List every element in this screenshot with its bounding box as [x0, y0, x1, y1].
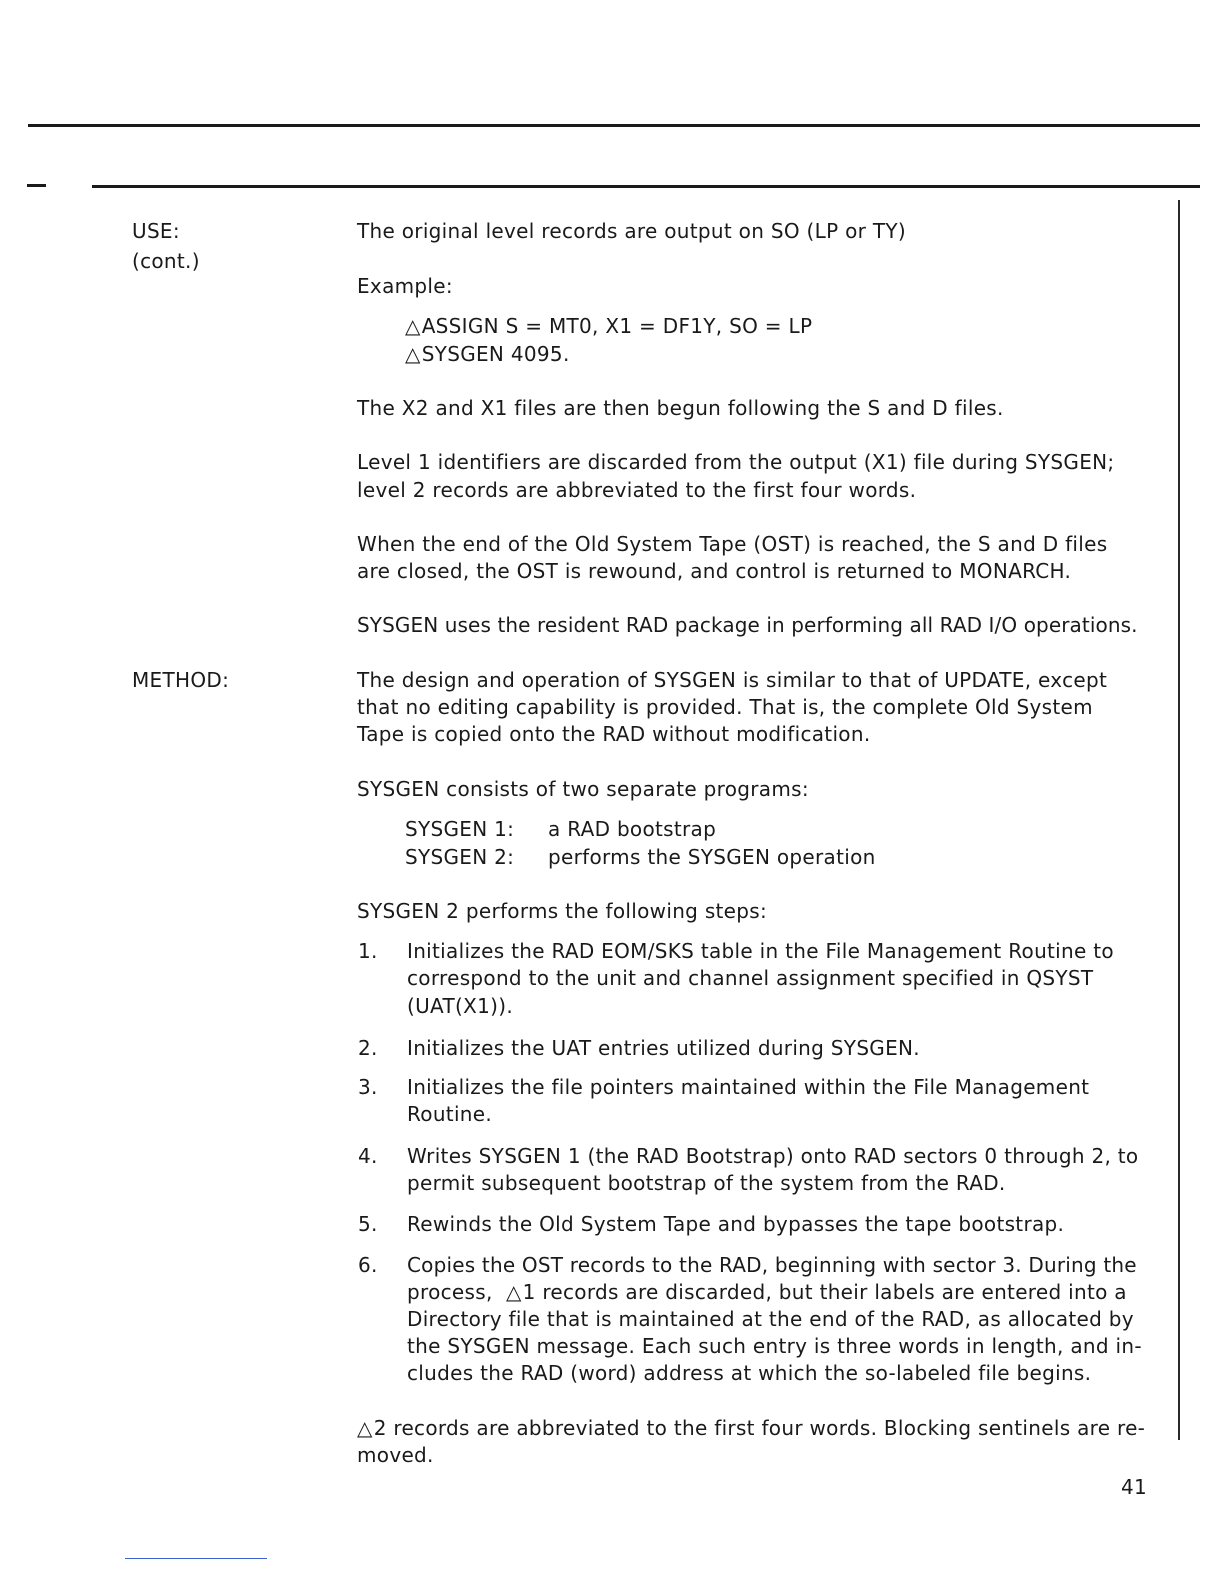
- step-6-number: 6.: [358, 1253, 378, 1277]
- step-5-line-1: Rewinds the Old System Tape and bypasses the tape bootstrap.: [407, 1212, 1065, 1236]
- program-1-description: a RAD bootstrap: [548, 817, 717, 841]
- step-6-line-1: Copies the OST records to the RAD, beginning with sector 3. During the: [407, 1253, 1137, 1277]
- use-label: USE:: [132, 219, 180, 243]
- step-1-number: 1.: [358, 939, 378, 963]
- top-rule: [28, 124, 1200, 127]
- use-paragraph-2: The X2 and X1 files are then begun following the S and D files.: [357, 396, 1004, 420]
- step-6-line-3: Directory file that is maintained at the end of the RAD, as allocated by: [407, 1307, 1134, 1331]
- step-4-line-1: Writes SYSGEN 1 (the RAD Bootstrap) onto RAD sectors 0 through 2, to: [407, 1144, 1139, 1168]
- header-rule: [92, 185, 1200, 188]
- example-line-2-text: SYSGEN 4095.: [421, 342, 570, 366]
- example-heading: Example:: [357, 274, 453, 298]
- step-6-line-4: the SYSGEN message. Each such entry is three words in length, and in-: [407, 1334, 1142, 1358]
- delta-icon: △: [405, 314, 421, 338]
- use-paragraph-1: The original level records are output on SO (LP or TY): [357, 219, 906, 243]
- use-cont-label: (cont.): [132, 249, 200, 273]
- use-paragraph-4-line-2: are closed, the OST is rewound, and control is returned to MONARCH.: [357, 559, 1072, 583]
- method-paragraph-1-line-2: that no editing capability is provided. That is, the complete Old System: [357, 695, 1093, 719]
- use-paragraph-3-line-2: level 2 records are abbreviated to the first four words.: [357, 478, 917, 502]
- program-2-name: SYSGEN 2:: [405, 845, 515, 869]
- method-paragraph-1-line-1: The design and operation of SYSGEN is similar to that of UPDATE, except: [357, 668, 1108, 692]
- step-2-number: 2.: [358, 1036, 378, 1060]
- method-label: METHOD:: [132, 668, 230, 692]
- step-1-line-3: (UAT(X1)).: [407, 994, 513, 1018]
- step-2-line-1: Initializes the UAT entries utilized during SYSGEN.: [407, 1036, 920, 1060]
- final-paragraph-line-1-text: 2 records are abbreviated to the first four words. Blocking sentinels are re-: [373, 1416, 1146, 1440]
- example-line-2: [405, 341, 570, 368]
- method-paragraph-2: SYSGEN consists of two separate programs:: [357, 777, 809, 801]
- example-line-1-text: ASSIGN S = MT0, X1 = DF1Y, SO = LP: [421, 314, 813, 338]
- step-3-line-2: Routine.: [407, 1102, 493, 1126]
- step-6-line-2: [407, 1279, 1127, 1306]
- method-paragraph-3: SYSGEN 2 performs the following steps:: [357, 899, 768, 923]
- delta-icon: △: [505, 1280, 522, 1304]
- example-line-1: [405, 313, 812, 340]
- delta-icon: △: [357, 1416, 373, 1440]
- program-1-name: SYSGEN 1:: [405, 817, 515, 841]
- step-3-number: 3.: [358, 1075, 378, 1099]
- step-6-line-2-prefix: process,: [407, 1280, 493, 1304]
- step-4-line-2: permit subsequent bootstrap of the system from the RAD.: [407, 1171, 1006, 1195]
- use-paragraph-5: SYSGEN uses the resident RAD package in performing all RAD I/O operations.: [357, 613, 1138, 637]
- change-bar: [1178, 200, 1180, 1440]
- step-1-line-1: Initializes the RAD EOM/SKS table in the File Management Routine to: [407, 939, 1114, 963]
- step-6-line-2-text: 1 records are discarded, but their labels are entered into a: [522, 1280, 1127, 1304]
- step-5-number: 5.: [358, 1212, 378, 1236]
- final-paragraph-line-1: [357, 1415, 1145, 1442]
- use-paragraph-4-line-1: When the end of the Old System Tape (OST) is reached, the S and D files: [357, 532, 1108, 556]
- program-2-description: performs the SYSGEN operation: [548, 845, 876, 869]
- delta-icon: △: [405, 342, 421, 366]
- step-3-line-1: Initializes the file pointers maintained within the File Management: [407, 1075, 1090, 1099]
- use-paragraph-3-line-1: Level 1 identifiers are discarded from the output (X1) file during SYSGEN;: [357, 450, 1115, 474]
- page-number: 41: [1121, 1475, 1148, 1499]
- step-1-line-2: correspond to the unit and channel assignment specified in QSYST: [407, 966, 1094, 990]
- step-6-line-5: cludes the RAD (word) address at which the so-labeled file begins.: [407, 1361, 1092, 1385]
- footer-line: [125, 1558, 267, 1559]
- method-paragraph-1-line-3: Tape is copied onto the RAD without modification.: [357, 722, 871, 746]
- step-4-number: 4.: [358, 1144, 378, 1168]
- margin-dash: [27, 184, 46, 187]
- final-paragraph-line-2: moved.: [357, 1443, 434, 1467]
